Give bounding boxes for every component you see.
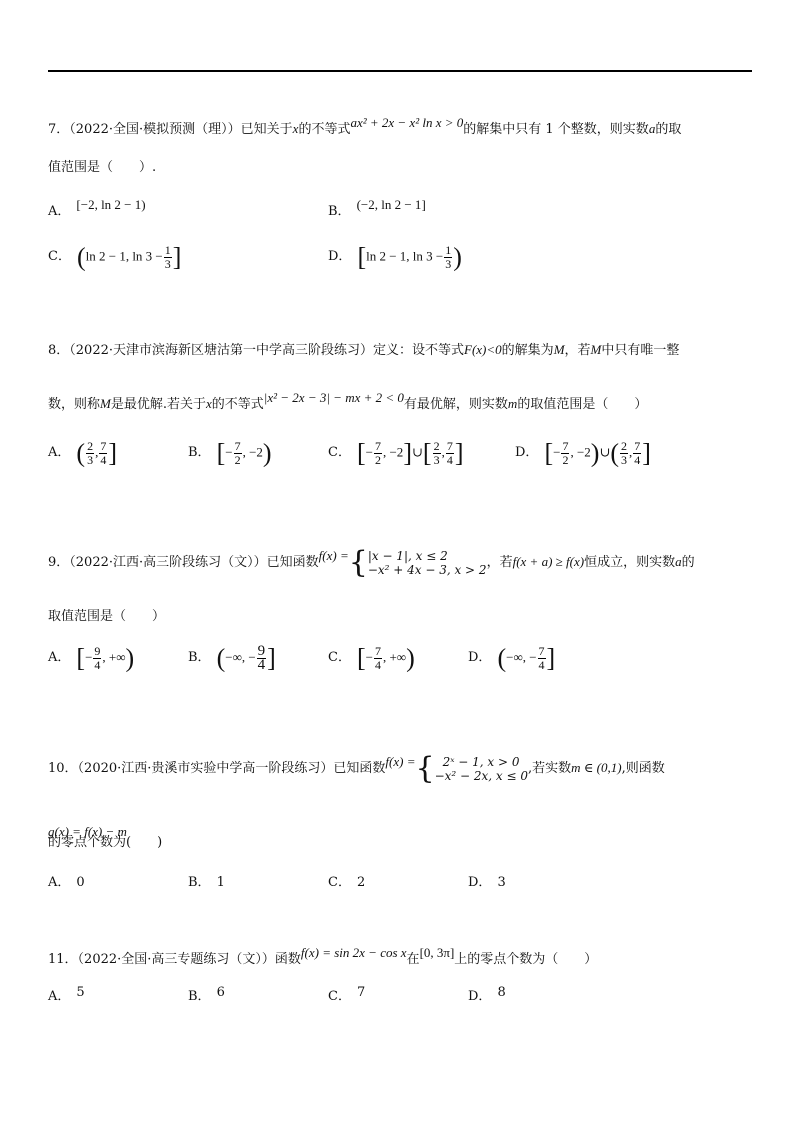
q10-number: 10． <box>48 761 78 776</box>
q11-option-a[interactable]: A． 5 <box>48 985 85 1004</box>
q7-option-a[interactable]: A． [−2, ln 2 − 1) <box>48 197 146 219</box>
q8-option-b[interactable]: B． [− $\frac{7}{2}$ , −2) <box>188 438 272 468</box>
q8-number: 8． <box>48 343 70 358</box>
q8-option-a[interactable]: A． ( $\frac{2}{3}$ , $\frac{7}{4}$ ] <box>48 438 117 468</box>
q11-option-d[interactable]: D． 8 <box>468 985 506 1004</box>
q10-gx: g(x) = f(x) − m <box>48 824 127 839</box>
q10-source: （2020·江西·贵溪市实验中学高一阶段练习） <box>77 761 334 776</box>
q7-option-d[interactable]: D． [ln 2 − 1, ln 3 − $\frac{1}{3}$ ) <box>328 242 462 272</box>
q10-option-a[interactable]: A． 0 <box>48 875 85 890</box>
q9-option-a[interactable]: A． [− $\frac{9}{4}$ , +∞) <box>48 643 135 673</box>
q8-option-d[interactable]: D． [− $\frac{7}{2}$ , −2)∪( $\frac{2}{3}$ , $\frac{7}{4}$ ] <box>515 438 651 468</box>
top-rule <box>48 70 752 72</box>
q7-source: （2022·全国·模拟预测（理）） <box>69 122 241 137</box>
q7-number: 7． <box>48 122 70 137</box>
q11-option-c[interactable]: C． 7 <box>328 985 366 1004</box>
q11-line1: 11．（2022·全国·高三专题练习（文））函数f(x) = sin 2x − cos x在[0, 3π]上的零点个数为（ ） <box>48 945 598 967</box>
q10-line1: 10．（2020·江西·贵溪市实验中学高一阶段练习）已知函数f(x) ={ 2ˣ − 1, x > 0 −x² − 2x, x ≤ 0 ,若实数m ∈ (0,1),则函数 <box>48 750 665 786</box>
q7-line2: 值范围是（ ）. <box>48 160 157 175</box>
q7-line1: 7．（2022·全国·模拟预测（理））已知关于x的不等式ax² + 2x − x² ln x > 0的解集中只有 1 个整数，则实数a的取 <box>48 115 682 137</box>
q9-number: 9． <box>48 555 70 570</box>
q9-line1: 9．（2022·江西·高三阶段练习（文））已知函数f(x) ={ |x − 1|, x ≤ 2 −x² + 4x − 3, x > 2 ，若f(x + a) ≥ f(x)恒成立，则实数a的 <box>48 544 695 580</box>
q10-line2: 的零点个数为( ) <box>48 835 163 850</box>
q9-option-c[interactable]: C． [− $\frac{7}{4}$ , +∞) <box>328 643 415 673</box>
q8-source: （2022·天津市滨海新区塘沽第一中学高三阶段练习） <box>69 343 373 358</box>
q11-number: 11． <box>48 952 78 967</box>
q8-line1: 8．（2022·天津市滨海新区塘沽第一中学高三阶段练习）定义：设不等式F(x)<0的解集为M，若M中只有唯一整 <box>48 342 680 358</box>
q9-option-b[interactable]: B． (−∞, − $\frac{9}{4}$ ] <box>188 643 276 673</box>
q9-source: （2022·江西·高三阶段练习（文）） <box>69 555 267 570</box>
q7-inequality: ax² + 2x − x² ln x > 0 <box>350 115 464 130</box>
q9-piecewise: { |x − 1|, x ≤ 2 −x² + 4x − 3, x > 2 <box>348 544 487 580</box>
q7-option-b[interactable]: B． (−2, ln 2 − 1] <box>328 197 426 219</box>
q10-option-d[interactable]: D． 3 <box>468 875 506 890</box>
q9-line2: 取值范围是（ ） <box>48 609 166 624</box>
q8-option-c[interactable]: C． [− $\frac{7}{2}$ , −2]∪[ $\frac{2}{3}$ , $\frac{7}{4}$ ] <box>328 438 464 468</box>
q9-option-d[interactable]: D． (−∞, − $\frac{7}{4}$ ] <box>468 643 556 673</box>
q10-option-b[interactable]: B． 1 <box>188 875 225 890</box>
q8-line2: 数，则称M是最优解.若关于x的不等式|x² − 2x − 3| − mx + 2 < 0有最优解，则实数m的取值范围是（ ） <box>48 390 648 412</box>
q7-option-c[interactable]: C． (ln 2 − 1, ln 3 − $\frac{1}{3}$ ] <box>48 242 182 272</box>
q10-piecewise: { 2ˣ − 1, x > 0 −x² − 2x, x ≤ 0 <box>415 750 529 786</box>
q8-inequality: |x² − 2x − 3| − mx + 2 < 0 <box>263 390 404 405</box>
q10-option-c[interactable]: C． 2 <box>328 875 366 890</box>
q11-option-b[interactable]: B． 6 <box>188 985 225 1004</box>
q11-source: （2022·全国·高三专题练习（文）） <box>77 952 275 967</box>
